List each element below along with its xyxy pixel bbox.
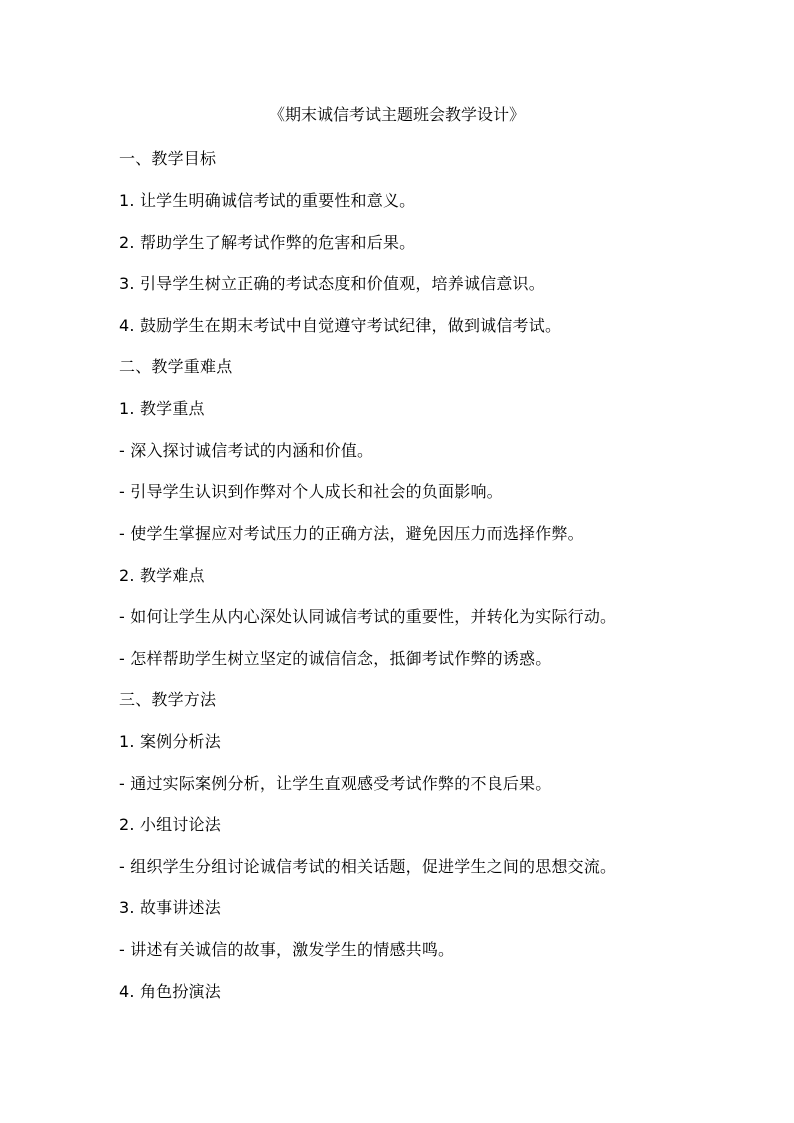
subheading: 1. 教学重点: [119, 399, 205, 418]
subheading: 2. 小组讨论法: [119, 815, 221, 834]
paragraph-line: - 使学生掌握应对考试压力的正确方法，避免因压力而选择作弊。: [119, 524, 584, 543]
paragraph-line: - 通过实际案例分析，让学生直观感受考试作弊的不良后果。: [119, 774, 552, 793]
subheading: 3. 故事讲述法: [119, 898, 221, 917]
paragraph-line: 2. 帮助学生了解考试作弊的危害和后果。: [119, 233, 416, 252]
subheading: 4. 角色扮演法: [119, 982, 221, 1001]
paragraph-line: - 如何让学生从内心深处认同诚信考试的重要性，并转化为实际行动。: [119, 607, 617, 626]
paragraph-line: 3. 引导学生树立正确的考试态度和价值观，培养诚信意识。: [119, 274, 545, 293]
section-heading-objectives: 一、教学目标: [119, 149, 217, 168]
section-heading-methods: 三、教学方法: [119, 690, 217, 709]
subheading: 1. 案例分析法: [119, 732, 221, 751]
subheading: 2. 教学难点: [119, 566, 205, 585]
paragraph-line: - 讲述有关诚信的故事，激发学生的情感共鸣。: [119, 940, 455, 959]
paragraph-line: 4. 鼓励学生在期末考试中自觉遵守考试纪律，做到诚信考试。: [119, 316, 562, 335]
paragraph-line: - 怎样帮助学生树立坚定的诚信信念，抵御考试作弊的诱惑。: [119, 649, 552, 668]
paragraph-line: - 引导学生认识到作弊对个人成长和社会的负面影响。: [119, 482, 503, 501]
paragraph-line: - 组织学生分组讨论诚信考试的相关话题，促进学生之间的思想交流。: [119, 857, 617, 876]
paragraph-line: - 深入探讨诚信考试的内涵和价值。: [119, 441, 374, 460]
section-heading-key-points: 二、教学重难点: [119, 357, 233, 376]
document-title: 《期末诚信考试主题班会教学设计》: [268, 105, 525, 124]
paragraph-line: 1. 让学生明确诚信考试的重要性和意义。: [119, 191, 416, 210]
